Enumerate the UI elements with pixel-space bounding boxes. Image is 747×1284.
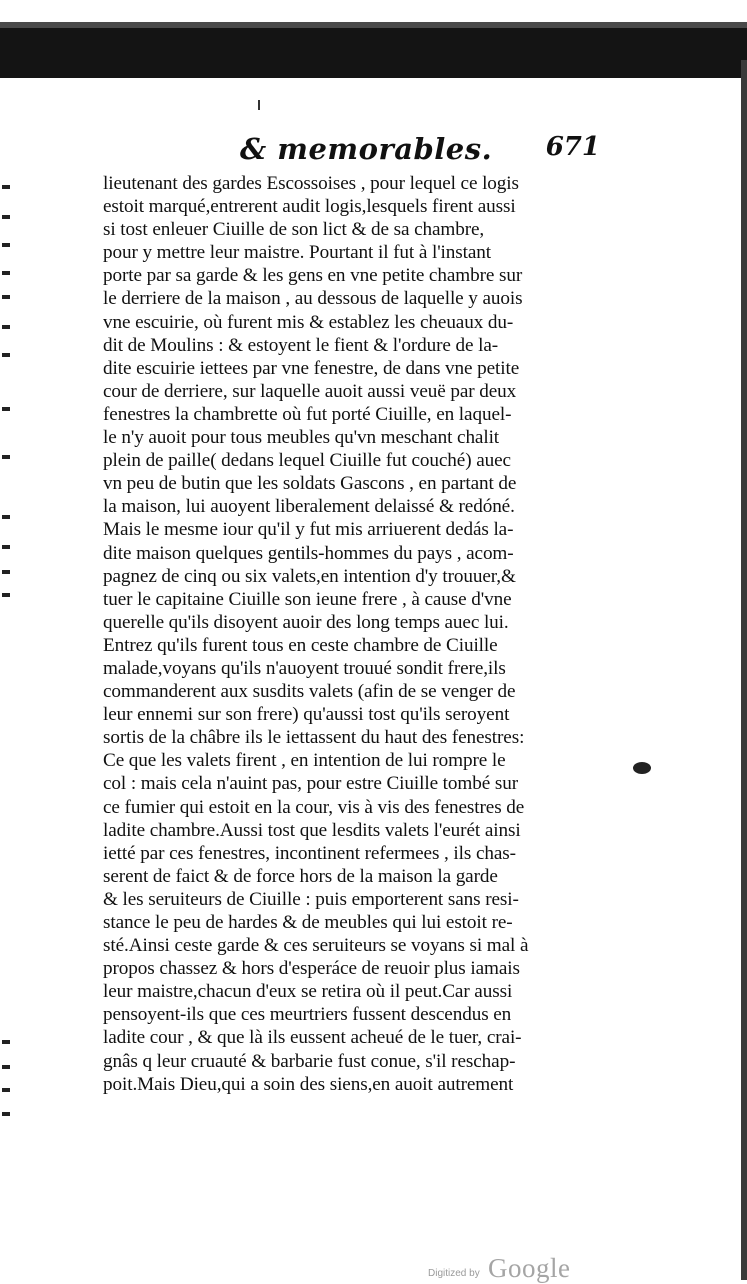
text-line: Mais le mesme iour qu'il y fut mis arriuerent dedás la- (103, 519, 514, 541)
text-line: vn peu de butin que les soldats Gascons , en partant de (103, 473, 517, 495)
text-line: commanderent aux susdits valets (afin de se venger de (103, 681, 516, 703)
text-line: fenestres la chambrette où fut porté Ciuille, en laquel- (103, 403, 512, 425)
digitized-watermark (428, 1253, 588, 1283)
text-line: pensoyent-ils que ces meurtriers fussent descendus en (103, 1004, 512, 1026)
scan-speck (258, 100, 260, 110)
text-line: malade,voyans qu'ils n'auoyent trouué sondit frere,ils (103, 657, 506, 679)
text-line: ladite cour , & que là ils eussent acheué de le tuer, crai- (103, 1027, 522, 1049)
text-line: estoit marqué,entrerent audit logis,lesquels firent aussi (103, 196, 516, 218)
text-line: pagnez de cinq ou six valets,en intention d'y trouuer,& (103, 565, 516, 587)
text-line: ladite chambre.Aussi tost que lesdits valets l'eurét ainsi (103, 819, 521, 841)
scan-left-edge-marks-lower (0, 1030, 12, 1130)
text-line: le derriere de la maison , au dessous de laquelle y auois (103, 288, 523, 310)
text-line: Ce que les valets firent , en intention de lui rompre le (103, 750, 506, 772)
ink-smudge (633, 762, 651, 774)
text-line: porte par sa garde & les gens en vne petite chambre sur (103, 265, 523, 287)
text-line: dite escuirie iettees par vne fenestre, de dans vne petite (103, 357, 520, 379)
text-line: poit.Mais Dieu,qui a soin des siens,en auoit autrement (103, 1073, 514, 1095)
text-line: le n'y auoit pour tous meubles qu'vn meschant chalit (103, 427, 500, 449)
scan-shadow-band (0, 28, 747, 78)
running-title: & memorables. (240, 132, 493, 166)
text-line: pour y mettre leur maistre. Pourtant il fut à l'instant (103, 242, 492, 264)
watermark-prefix: Digitized by (428, 1268, 480, 1279)
text-line: leur ennemi sur son frere) qu'aussi tost qu'ils seroyent (103, 704, 510, 726)
text-line: ce fumier qui estoit en la cour, vis à vis des fenestres de (103, 796, 525, 818)
text-line: si tost enleuer Ciuille de son lict & de sa chambre, (103, 219, 485, 241)
scan-left-edge-marks (0, 175, 12, 625)
text-line: tuer le capitaine Ciuille son ieune frere , à cause d'vne (103, 588, 512, 610)
scan-right-edge (741, 60, 747, 1280)
text-line: leur maistre,chacun d'eux se retira où il peut.Car aussi (103, 981, 513, 1003)
text-line: col : mais cela n'auint pas, pour estre Ciuille tombé sur (103, 773, 518, 795)
text-line: vne escuirie, où furent mis & establez les cheuaux du- (103, 311, 514, 333)
text-line: plein de paille( dedans lequel Ciuille fut couché) auec (103, 450, 511, 472)
text-line: sté.Ainsi ceste garde & ces seruiteurs se voyans si mal à (103, 935, 529, 957)
text-line: querelle qu'ils disoyent auoir des long temps auec lui. (103, 611, 509, 633)
body-text (103, 172, 603, 1096)
page-number: 671 (545, 132, 600, 162)
text-line: gnâs q leur cruauté & barbarie fust conue, s'il reschap- (103, 1050, 516, 1072)
text-line: stance le peu de hardes & de meubles qui lui estoit re- (103, 912, 513, 933)
text-line: dite maison quelques gentils-hommes du pays , acom- (103, 542, 514, 564)
page-header (240, 132, 600, 172)
text-line: la maison, lui auoyent liberalement delaissé & redóné. (103, 496, 515, 518)
text-line: serent de faict & de force hors de la maison la garde (103, 865, 498, 887)
text-line: lieutenant des gardes Escossoises , pour lequel ce logis (103, 173, 519, 194)
text-line: ietté par ces fenestres, incontinent refermees , ils chas- (103, 842, 516, 864)
text-line: cour de derriere, sur laquelle auoit aussi veuë par deux (103, 380, 517, 402)
text-line: sortis de la châbre ils le iettassent du haut des fenestres: (103, 727, 525, 749)
text-line: Entrez qu'ils furent tous en ceste chambre de Ciuille (103, 634, 498, 656)
text-line: & les seruiteurs de Ciuille : puis emporterent sans resi- (103, 888, 519, 910)
text-line: dit de Moulins : & estoyent le fient & l'ordure de la- (103, 334, 499, 356)
text-line: propos chassez & hors d'esperáce de reuoir plus iamais (103, 958, 520, 980)
google-logo: Google (488, 1253, 571, 1283)
